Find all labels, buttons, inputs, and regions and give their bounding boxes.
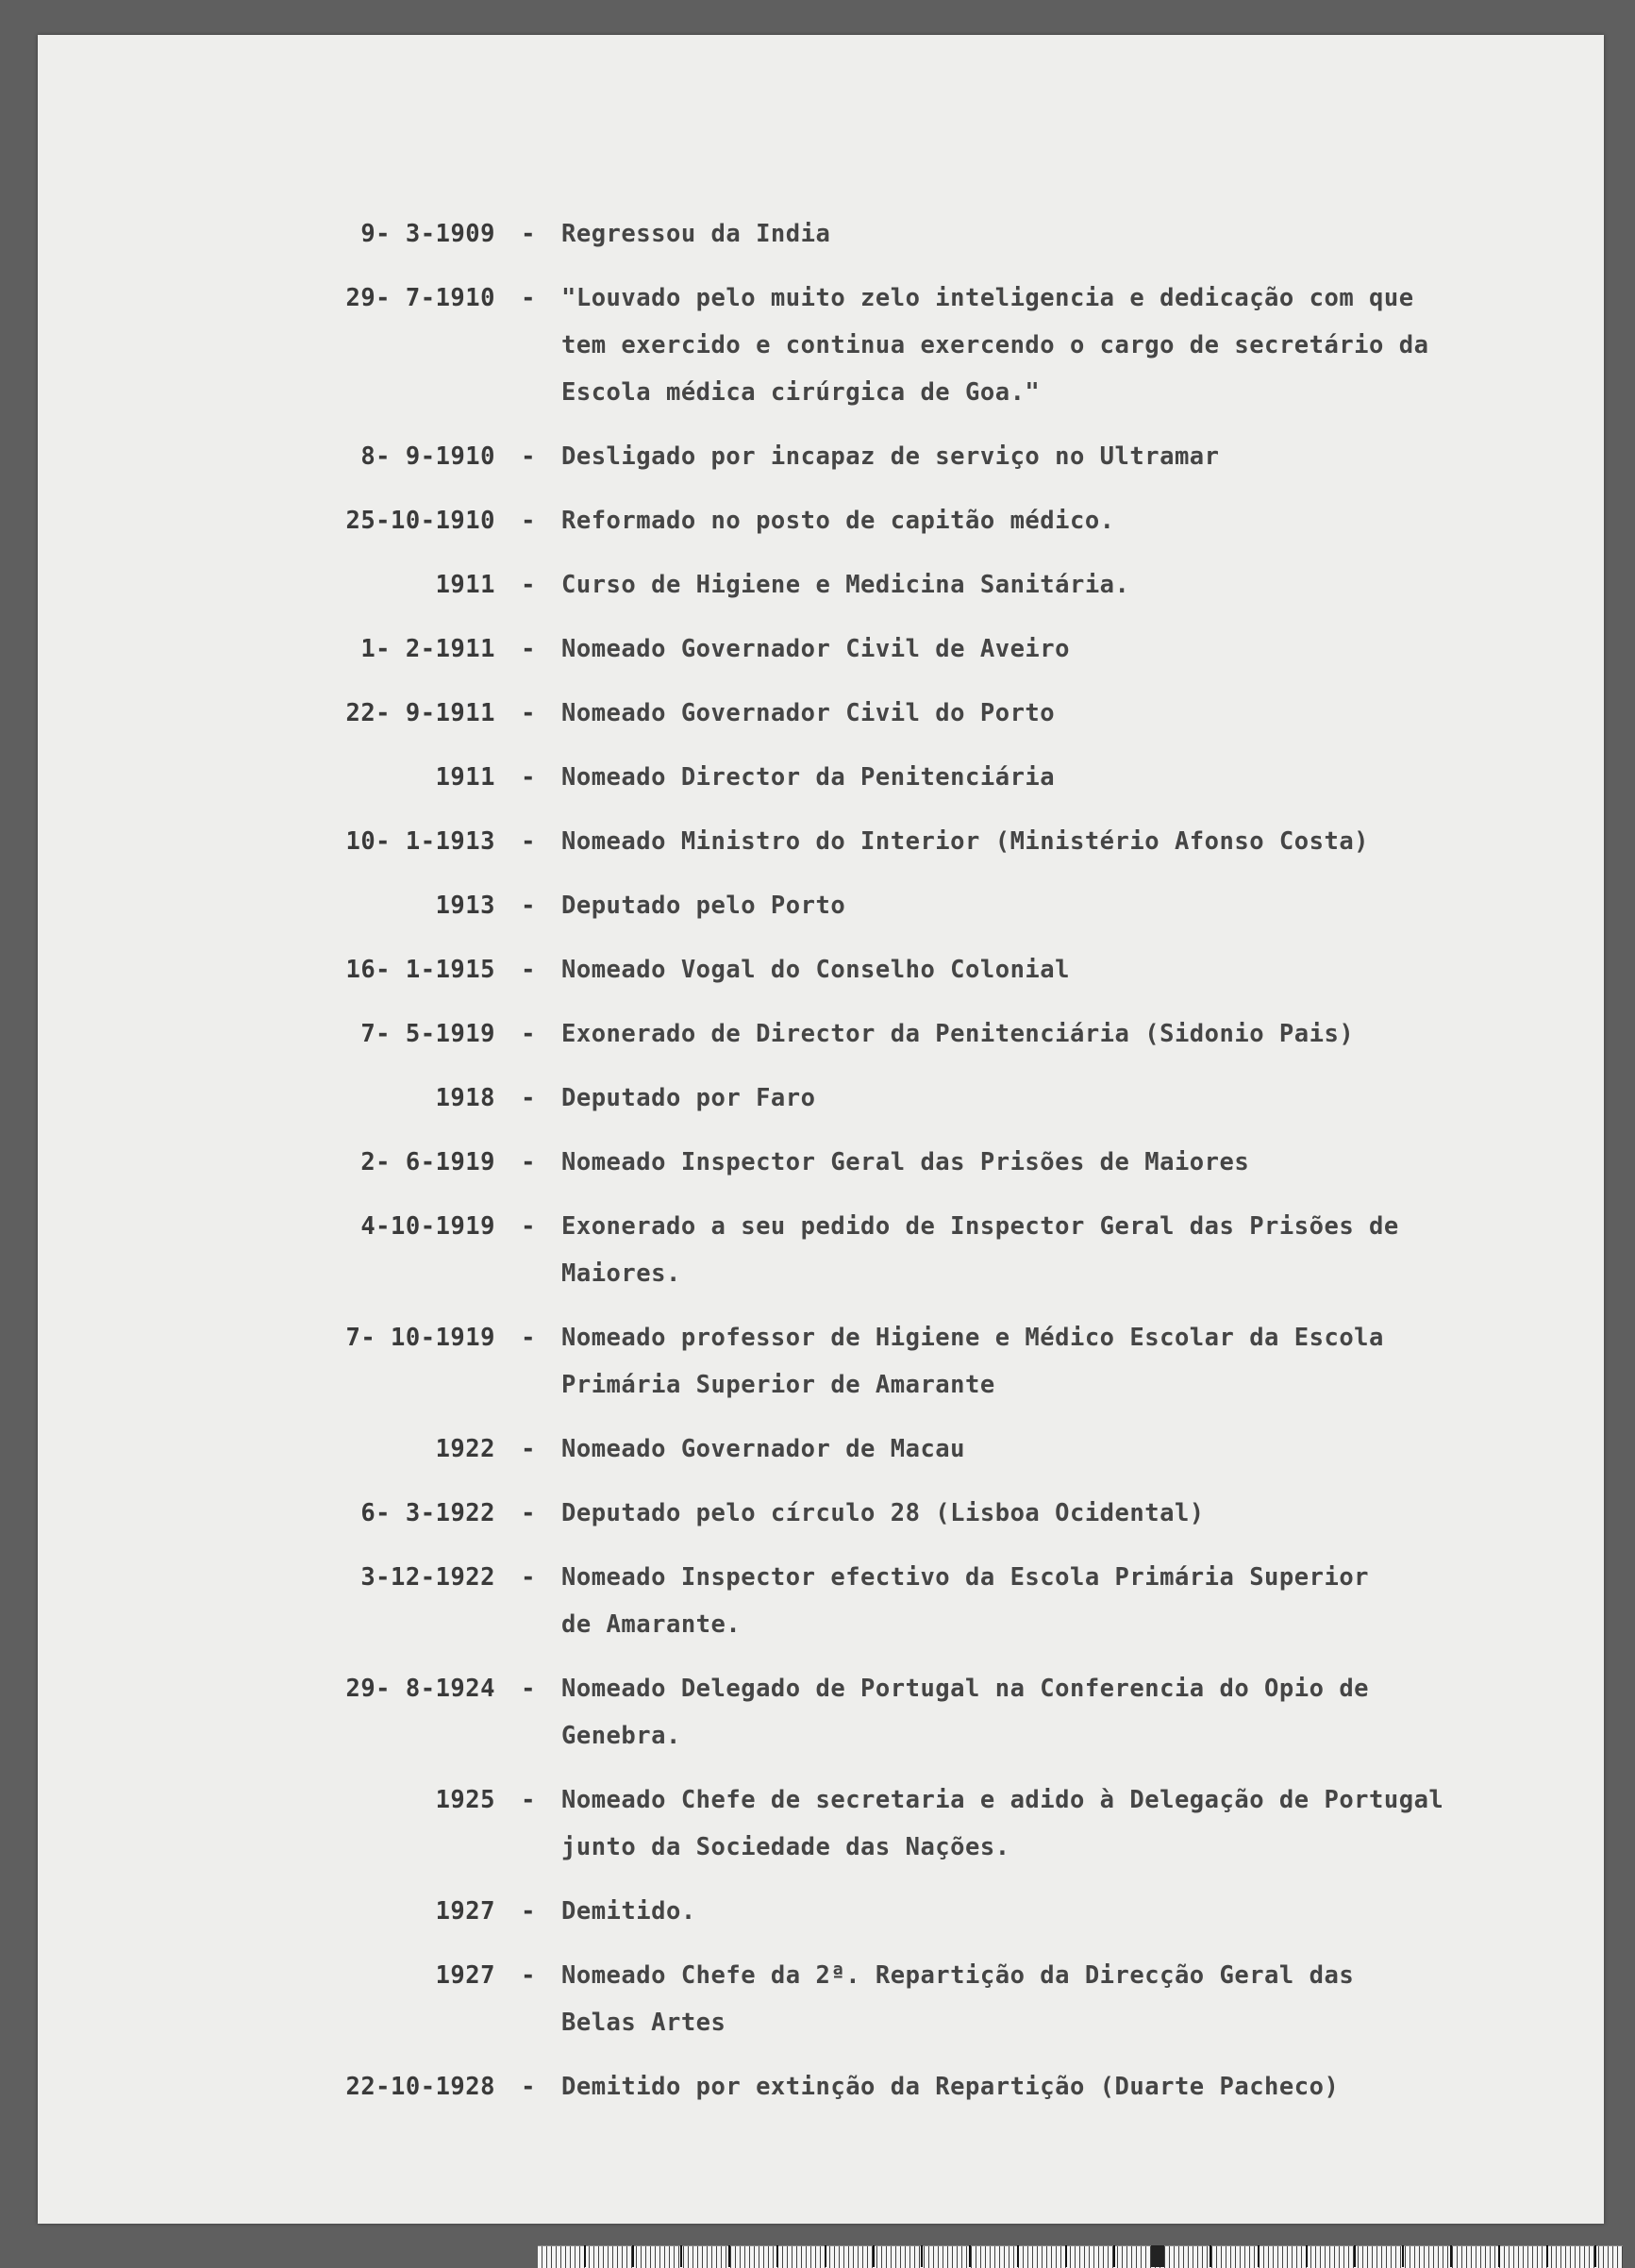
entry-date: 6- 3-1922 bbox=[360, 1499, 495, 1527]
entry-date: 16- 1-1915 bbox=[345, 956, 495, 984]
entry-date: 4-10-1919 bbox=[360, 1212, 495, 1241]
entry-date: 25-10-1910 bbox=[345, 507, 495, 535]
entry-date: 29- 8-1924 bbox=[345, 1675, 495, 1703]
list-item bbox=[274, 690, 1585, 737]
chronology-list bbox=[274, 210, 1585, 2110]
entry-date: 1- 2-1911 bbox=[360, 635, 495, 663]
entry-dash: - bbox=[521, 892, 536, 920]
entry-date: 1918 bbox=[435, 1084, 495, 1112]
entry-dash: - bbox=[521, 1020, 536, 1048]
entry-date: 3-12-1922 bbox=[360, 1563, 495, 1592]
entry-text: Reformado no posto de capitão médico. bbox=[561, 507, 1115, 535]
entry-dash: - bbox=[521, 1897, 536, 1926]
list-item bbox=[274, 818, 1585, 865]
entry-text: Nomeado Governador Civil do Porto bbox=[561, 699, 1056, 727]
entry-dash: - bbox=[521, 442, 536, 471]
list-item bbox=[274, 625, 1585, 673]
entry-dash: - bbox=[521, 956, 536, 984]
entry-dash: - bbox=[521, 1148, 536, 1176]
entry-text: Nomeado Delegado de Portugal na Conferencia do Opio de Genebra. bbox=[561, 1675, 1370, 1750]
entry-text: Exonerado a seu pedido de Inspector Geral das Prisões de Maiores. bbox=[561, 1212, 1399, 1288]
list-item bbox=[274, 1203, 1585, 1297]
list-item bbox=[274, 946, 1585, 993]
entry-text: Nomeado Inspector efectivo da Escola Primária Superior de Amarante. bbox=[561, 1563, 1370, 1639]
entry-dash: - bbox=[521, 635, 536, 663]
list-item bbox=[274, 1139, 1585, 1186]
entry-dash: - bbox=[521, 1961, 536, 1990]
scan-ruler-marker bbox=[1151, 2245, 1164, 2267]
entry-dash: - bbox=[521, 1499, 536, 1527]
entry-date: 1927 bbox=[435, 1897, 495, 1926]
list-item bbox=[274, 433, 1585, 480]
document-page bbox=[38, 35, 1604, 2224]
entry-dash: - bbox=[521, 1786, 536, 1814]
list-item bbox=[274, 2063, 1585, 2110]
entry-text: Regressou da India bbox=[561, 220, 831, 248]
entry-text: Deputado pelo círculo 28 (Lisboa Ocidental) bbox=[561, 1499, 1205, 1527]
list-item bbox=[274, 275, 1585, 416]
list-item bbox=[274, 210, 1585, 258]
scan-ruler-major-ticks bbox=[538, 2245, 1623, 2267]
entry-dash: - bbox=[521, 2073, 536, 2101]
entry-date: 22- 9-1911 bbox=[345, 699, 495, 727]
entry-date: 1925 bbox=[435, 1786, 495, 1814]
list-item bbox=[274, 1075, 1585, 1122]
entry-text: Nomeado Chefe da 2ª. Repartição da Direcção Geral das Belas Artes bbox=[561, 1961, 1355, 2037]
entry-text: Desligado por incapaz de serviço no Ultramar bbox=[561, 442, 1220, 471]
list-item bbox=[274, 1665, 1585, 1759]
entry-text: Nomeado Chefe de secretaria e adido à Delegação de Portugal junto da Sociedade das Nações. bbox=[561, 1786, 1444, 1861]
entry-text: Demitido por extinção da Repartição (Duarte Pacheco) bbox=[561, 2073, 1340, 2101]
entry-text: Nomeado Director da Penitenciária bbox=[561, 763, 1056, 792]
entry-date: 2- 6-1919 bbox=[360, 1148, 495, 1176]
list-item bbox=[274, 1314, 1585, 1409]
list-item bbox=[274, 882, 1585, 929]
list-item bbox=[274, 1426, 1585, 1473]
entry-dash: - bbox=[521, 1084, 536, 1112]
entry-date: 8- 9-1910 bbox=[360, 442, 495, 471]
list-item bbox=[274, 561, 1585, 609]
list-item bbox=[274, 1952, 1585, 2046]
entry-text: Deputado por Faro bbox=[561, 1084, 816, 1112]
entry-date: 1913 bbox=[435, 892, 495, 920]
entry-dash: - bbox=[521, 699, 536, 727]
entry-dash: - bbox=[521, 284, 536, 312]
list-item bbox=[274, 1776, 1585, 1871]
entry-dash: - bbox=[521, 507, 536, 535]
entry-date: 1927 bbox=[435, 1961, 495, 1990]
entry-text: "Louvado pelo muito zelo inteligencia e dedicação com que tem exercido e continua exercendo o cargo de secretário da Escola médica cirúrgica de Goa." bbox=[561, 284, 1429, 407]
list-item bbox=[274, 1554, 1585, 1648]
entry-text: Exonerado de Director da Penitenciária (Sidonio Pais) bbox=[561, 1020, 1355, 1048]
entry-date: 7- 10-1919 bbox=[345, 1324, 495, 1352]
entry-text: Nomeado Inspector Geral das Prisões de Maiores bbox=[561, 1148, 1250, 1176]
entry-text: Deputado pelo Porto bbox=[561, 892, 846, 920]
entry-dash: - bbox=[521, 1675, 536, 1703]
entry-text: Nomeado professor de Higiene e Médico Escolar da Escola Primária Superior de Amarante bbox=[561, 1324, 1384, 1399]
list-item bbox=[274, 1010, 1585, 1058]
entry-dash: - bbox=[521, 827, 536, 856]
entry-text: Nomeado Governador de Macau bbox=[561, 1435, 966, 1463]
list-item bbox=[274, 754, 1585, 801]
entry-date: 10- 1-1913 bbox=[345, 827, 495, 856]
entry-date: 22-10-1928 bbox=[345, 2073, 495, 2101]
entry-date: 1911 bbox=[435, 763, 495, 792]
entry-text: Nomeado Governador Civil de Aveiro bbox=[561, 635, 1070, 663]
entry-text: Nomeado Vogal do Conselho Colonial bbox=[561, 956, 1070, 984]
entry-date: 7- 5-1919 bbox=[360, 1020, 495, 1048]
list-item bbox=[274, 1888, 1585, 1935]
entry-dash: - bbox=[521, 1435, 536, 1463]
list-item bbox=[274, 497, 1585, 544]
entry-dash: - bbox=[521, 763, 536, 792]
entry-text: Curso de Higiene e Medicina Sanitária. bbox=[561, 571, 1130, 599]
entry-date: 29- 7-1910 bbox=[345, 284, 495, 312]
entry-date: 9- 3-1909 bbox=[360, 220, 495, 248]
entry-dash: - bbox=[521, 571, 536, 599]
entry-date: 1922 bbox=[435, 1435, 495, 1463]
entry-dash: - bbox=[521, 1212, 536, 1241]
entry-dash: - bbox=[521, 1563, 536, 1592]
entry-text: Demitido. bbox=[561, 1897, 696, 1926]
entry-dash: - bbox=[521, 220, 536, 248]
list-item bbox=[274, 1490, 1585, 1537]
entry-text: Nomeado Ministro do Interior (Ministério Afonso Costa) bbox=[561, 827, 1370, 856]
entry-date: 1911 bbox=[435, 571, 495, 599]
entry-dash: - bbox=[521, 1324, 536, 1352]
